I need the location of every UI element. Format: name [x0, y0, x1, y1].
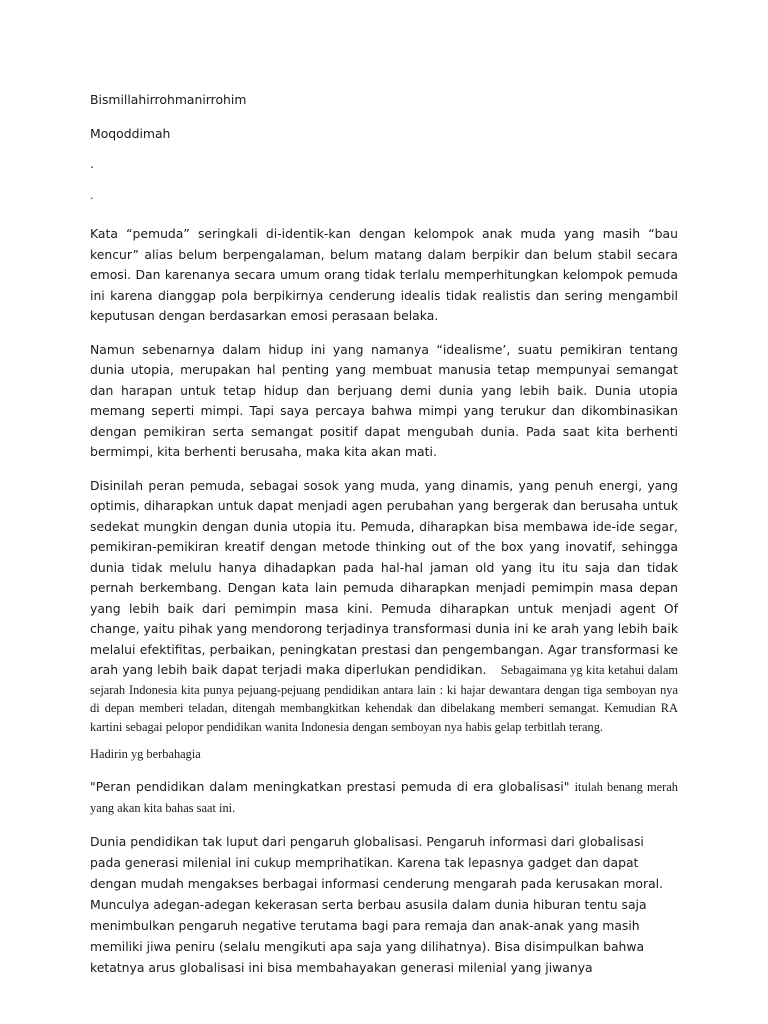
paragraph-peran-pemuda-text: Disinilah peran pemuda, sebagai sosok yang muda, yang dinamis, yang penuh energi, yang optimis, diharapkan untuk dapat menjadi agen perubahan yang bergerak dan berusaha untuk sedekat mungkin dengan dunia utopia itu. Pemuda, diharapkan bisa membawa ide-ide segar, pemikiran-pemikiran kreatif dengan metode thinking out of the box yang inovatif, sehingga dunia tidak melulu hanya dihadapkan pada hal-hal jaman old yang itu itu saja dan tidak pernah berkembang. Dengan kata lain pemuda diharapkan menjadi pemimpin masa depan yang lebih baik dari pemimpin masa kini. Pemuda diharapkan untuk menjadi agent Of change, yaitu pihak yang mendorong terjadinya transformasi dunia ini ke arah yang lebih baik melalui efektifitas, perbaikan, peningkatan prestasi dan pengembangan. Agar transformasi ke arah yang lebih baik dapat terjadi maka diperlukan pendidikan. [90, 477, 678, 677]
document-page [90, 90, 678, 978]
paragraph-peran-pemuda [90, 476, 678, 737]
greeting: Hadirin yg berbahagia [90, 747, 201, 761]
paragraph-globalisasi: Dunia pendidikan tak luput dari pengaruh globalisasi. Pengaruh informasi dari globalisasi pada generasi milenial ini cukup memprihatikan. Karena tak lepasnya gadget dan dapat dengan mudah mengakses berbagai informasi cenderung mengarah pada kerusakan moral. Munculya adegan-adegan kekerasan serta berbau asusila dalam dunia hiburan tentu saja menimbulkan pengaruh negative terutama bagi para remaja dan anak-anak yang masih memiliki jiwa peniru (selalu mengikuti apa saja yang dilihatnya). Bisa disimpulkan bahwa ketatnya arus globalisasi ini bisa membahayakan generasi milenial yang jiwanya [90, 834, 664, 975]
paragraph-pemuda: Kata “pemuda” seringkali di-identik-kan dengan kelompok anak muda yang masih “bau kencur” alias belum berpengalaman, belum matang dalam berpikir dan belum stabil secara emosi. Dan karenanya secara umum orang tidak terlalu memperhitungkan kelompok pemuda ini karena dianggap pola berpikirnya cenderung idealis tidak realistis dan sering mengambil keputusan dengan berdasarkan emosi perasaan belaka. [90, 226, 678, 323]
separator-dot: . [90, 189, 94, 202]
section-title: Moqoddimah [90, 125, 171, 141]
paragraph-pejuang-pendidikan-text: Sebagaimana yg kita ketahui dalam sejarah Indonesia kita punya pejuang-pejuang pendidikan antara lain : ki hajar dewantara dengan tiga semboyan nya di depan memberi teladan, ditengah membangkitkan kehendak dan dibelakang memberi semangat. Kemudian RA kartini sebagai pelopor pendidikan wanita Indonesia dengan semboyan nya habis gelap terbitlah terang. [90, 663, 678, 734]
opening-basmalah: Bismillahirrohmanirrohim [90, 92, 247, 107]
theme-continuation: itulah benang merah yang akan kita bahas saat ini. [90, 779, 679, 815]
theme-title: "Peran pendidikan dalam meningkatkan prestasi pemuda di era globalisasi" [90, 778, 570, 794]
theme-statement [90, 776, 678, 819]
paragraph-idealisme: Namun sebenarnya dalam hidup ini yang namanya “idealisme’, suatu pemikiran tentang dunia utopia, merupakan hal penting yang membuat manusia tetap mempunyai semangat dan harapan untuk tetap hidup dan berjuang demi dunia yang lebih baik. Dunia utopia memang seperti mimpi. Tapi saya percaya bahwa mimpi yang terukur dan dikombinasikan dengan pemikiran serta semangat positif dapat mengubah dunia. Pada saat kita berhenti bermimpi, kita berhenti berusaha, maka kita akan mati. [90, 341, 678, 459]
separator-dot: . [90, 157, 94, 171]
